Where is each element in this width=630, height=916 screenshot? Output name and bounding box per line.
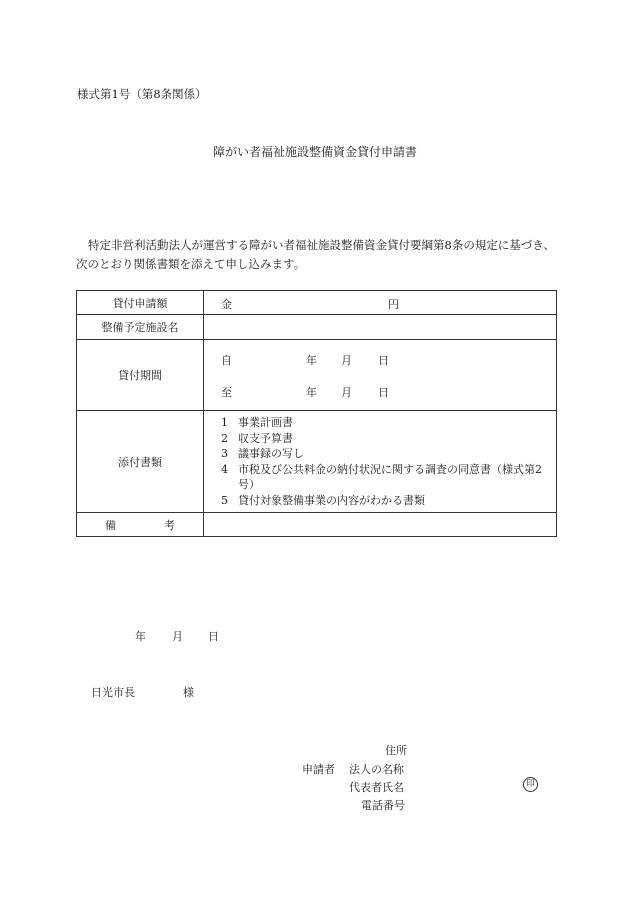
address-label: 住所 [385, 744, 407, 757]
period-to-day: 日 [378, 386, 389, 399]
period-from-label: 自 [221, 354, 232, 367]
period-to-month: 月 [341, 386, 352, 399]
remarks-field[interactable] [204, 513, 557, 537]
application-date[interactable] [0, 628, 630, 643]
list-item: 2 収支予算書 [221, 431, 293, 445]
addressee-name: 日光市長 [91, 686, 135, 699]
amount-prefix: 金 [221, 298, 232, 311]
phone-label: 電話番号 [361, 799, 405, 812]
period-label: 貸付期間 [77, 340, 204, 411]
seal-icon: 印 [523, 777, 538, 792]
period-field[interactable] [204, 340, 557, 411]
facility-field[interactable] [204, 315, 557, 340]
intro-paragraph [76, 236, 564, 274]
table-row-period [77, 340, 557, 411]
attachments-field [204, 411, 557, 513]
table-row-loan-amount [77, 291, 557, 315]
addressee [0, 684, 630, 699]
period-from-month: 月 [341, 354, 352, 367]
loan-amount-label: 貸付申請額 [77, 291, 204, 315]
table-row-facility [77, 315, 557, 340]
applicant-label: 申請者 [302, 763, 335, 776]
list-item: 3 議事録の写し [221, 447, 304, 460]
attachments-list [221, 411, 556, 512]
list-item: 4 市税及び公共料金の納付状況に関する調査の同意書（様式第2号） [221, 462, 542, 491]
intro-text: 特定非営利活動法人が運営する障がい者福祉施設整備資金貸付要綱第8条の規定に基づき、次のとおり関係書類を添えて申し込みます。 [76, 238, 555, 271]
period-from-day: 日 [378, 354, 389, 367]
date-month: 月 [172, 630, 183, 643]
form-number: 様式第1号（第8条関係） [77, 87, 207, 101]
attachments-label: 添付書類 [77, 411, 204, 513]
period-to-label: 至 [221, 386, 232, 399]
list-item: 5 貸付対象整備事業の内容がわかる書類 [221, 493, 425, 507]
facility-label: 整備予定施設名 [77, 315, 204, 340]
period-to-year: 年 [306, 386, 317, 399]
document-title: 障がい者福祉施設整備資金貸付申請書 [212, 145, 417, 159]
corp-name-label: 法人の名称 [349, 763, 404, 776]
period-to [221, 381, 556, 401]
table-row-attachments [77, 411, 557, 513]
loan-amount-field[interactable] [204, 291, 557, 315]
amount-suffix: 円 [388, 298, 399, 311]
remarks-label: 備 考 [77, 513, 204, 537]
addressee-honorific: 様 [183, 686, 194, 699]
period-from [221, 349, 556, 369]
list-item: 1 事業計画書 [221, 416, 293, 429]
representative-label: 代表者氏名 [349, 781, 404, 794]
table-row-remarks [77, 513, 557, 537]
period-from-year: 年 [306, 354, 317, 367]
date-day: 日 [208, 630, 219, 643]
application-table [76, 290, 557, 537]
date-year: 年 [135, 630, 146, 643]
